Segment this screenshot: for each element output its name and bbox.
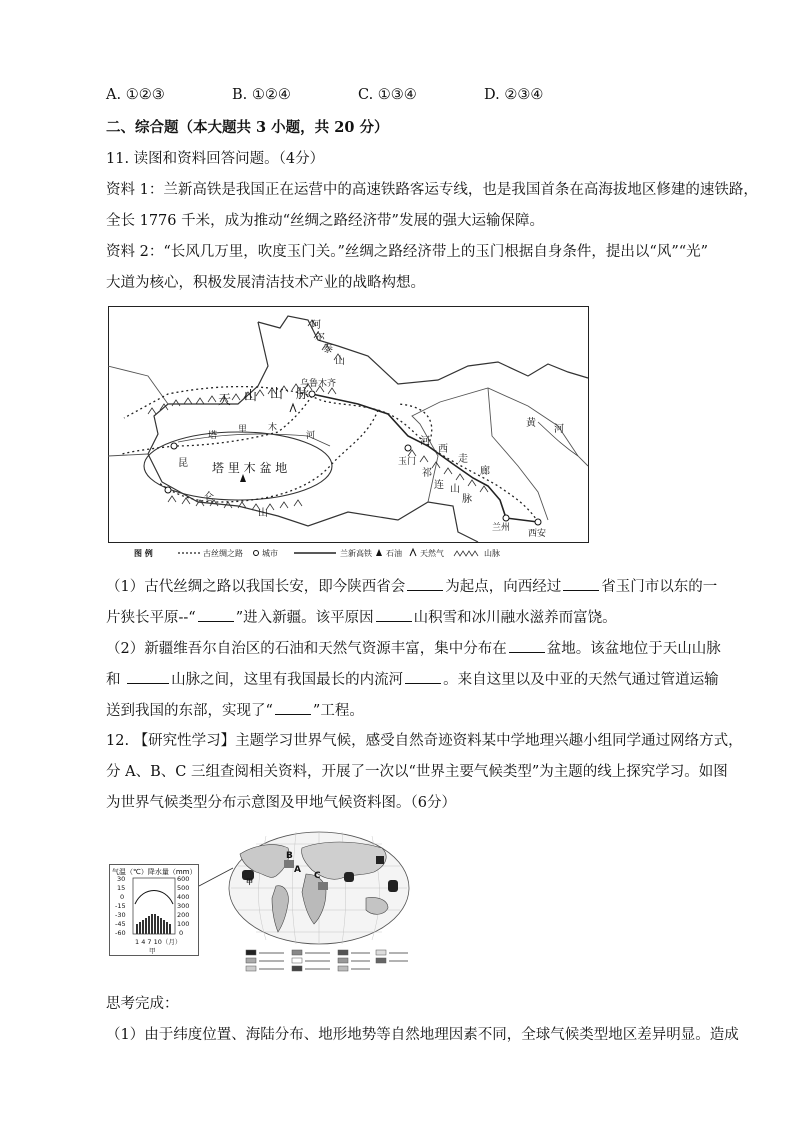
label-hexi-3: 走 [458, 454, 468, 465]
map-label-c: C [314, 871, 321, 881]
label-kunlun-2: 仑 [204, 492, 214, 503]
map-label-a: A [294, 865, 301, 875]
world-climate-map [226, 826, 412, 974]
label-altai-3: 泰 [323, 344, 333, 355]
label-tianshan-1: 天 [218, 393, 232, 408]
q12-line2: 分 A、B、C 三组查阅相关资料，开展了一次以“世界主要气候类型”为主题的线上探究学习。如图 [106, 764, 728, 780]
q11-material1-line1: 资料 1：兰新高铁是我国正在运营中的高速铁路客运专线，也是我国首条在高海拔地区修建的速铁路， [106, 182, 758, 198]
legend-gas: 天然气 [420, 549, 444, 558]
section-title: 二、综合题（本大题共 3 小题，共 20 分） [106, 119, 389, 136]
map-label-jia: 甲 [246, 878, 253, 886]
precip-tick-1: 500 [177, 884, 190, 892]
precip-tick-5: 100 [177, 920, 190, 928]
think-label: 思考完成： [106, 996, 179, 1012]
temp-tick-5: -45 [115, 920, 126, 928]
label-tarim-basin: 塔 里 木 盆 地 [212, 461, 288, 475]
option-d: D. ②③④ [484, 87, 544, 103]
climate-chart [109, 864, 199, 956]
label-yumen: 玉门 [398, 457, 417, 467]
precip-tick-6: 0 [179, 929, 184, 937]
q11-material2-line2: 大道为核心，积极发展清洁技术产业的战略构想。 [106, 275, 425, 291]
label-river-1: 塔 [208, 431, 218, 441]
label-hexi-2: 西 [438, 444, 448, 455]
temp-tick-0: 30 [117, 875, 126, 883]
option-a: A. ①②③ [106, 87, 165, 103]
precip-tick-3: 300 [177, 902, 190, 910]
label-river-2: 里 [238, 425, 248, 435]
label-qilian-3: 山 [450, 484, 460, 495]
map-label-b: B [286, 851, 293, 861]
temp-tick-2: 0 [120, 893, 125, 901]
q12-line3: 为世界气候类型分布示意图及甲地气候资料图。（6分） [106, 795, 456, 811]
label-xian: 西安 [528, 529, 547, 539]
label-tianshan-2: 山 [244, 389, 258, 404]
label-altai-4: 山 [335, 356, 345, 367]
label-kunlun-3: 山 [258, 508, 268, 519]
option-c: C. ①③④ [358, 87, 417, 103]
label-kunlun-1: 昆 [178, 458, 188, 469]
q11-stem: 11. 读图和资料回答问题。（4分） [106, 151, 325, 167]
label-hexi-1: 河 [420, 436, 430, 447]
label-tianshan-3: 山 [270, 387, 284, 402]
q11-sub1-line1: （1）古代丝绸之路以我国长安，即今陕西省会 为起点，向西经过 省玉门市以东的一 [106, 576, 717, 597]
legend-oil: 石油 [386, 549, 402, 558]
silk-road-map [108, 306, 590, 560]
q11-sub2-line1: （2）新疆维吾尔自治区的石油和天然气资源丰富，集中分布在 盆地。该盆地位于天山山脉 [106, 638, 721, 659]
temp-tick-1: 15 [117, 884, 126, 892]
precip-tick-0: 600 [177, 875, 190, 883]
q11-sub2-line2: 和 山脉之间，这里有我国最长的内流河 。来自这里以及中亚的天然气通过管道运输 [106, 669, 719, 690]
temp-tick-3: -15 [115, 902, 126, 910]
label-yellow-2: 河 [554, 424, 564, 435]
temp-tick-6: -60 [115, 929, 126, 937]
legend-city: 城市 [262, 549, 278, 558]
q12-sub1: （1）由于纬度位置、海陆分布、地形地势等自然地理因素不同，全球气候类型地区差异明显。造成 [106, 1027, 739, 1043]
q11-material1-line2: 全长 1776 千米，成为推动“丝绸之路经济带”发展的强大运输保障。 [106, 213, 544, 229]
label-river-4: 河 [306, 431, 316, 441]
q11-sub1-line2: 片狭长平原--“ ”进入新疆。该平原因 山积雪和冰川融水滋养而富饶。 [106, 607, 617, 628]
precip-tick-2: 400 [177, 893, 190, 901]
label-altai-1: 阿 [311, 320, 321, 331]
precip-tick-4: 200 [177, 911, 190, 919]
q11-sub2-line3: 送到我国的东部，实现了“ ”工程。 [106, 700, 364, 721]
label-tianshan-4: 脉 [296, 387, 310, 402]
legend-title: 图 例 [134, 549, 153, 558]
label-qilian-1: 祁 [422, 468, 432, 479]
label-yellow-1: 黄 [526, 418, 536, 429]
q11-material2-line1: 资料 2：“长风几万里，吹度玉门关。”丝绸之路经济带上的玉门根据自身条件，提出以“风”“光” [106, 244, 709, 260]
climate-chart-header: 气温（℃）降水量（mm） [112, 868, 197, 876]
label-hexi-4: 廊 [480, 466, 490, 477]
chart-caption: 甲 [149, 947, 156, 955]
legend-silk-road: 古丝绸之路 [203, 549, 243, 558]
legend-rail: 兰新高铁 [340, 549, 372, 558]
temp-tick-4: -30 [115, 911, 126, 919]
label-urumqi: 乌鲁木齐 [300, 379, 337, 389]
month-ticks: 1 4 7 10（月） [135, 938, 182, 946]
label-altai-2: 尔 [315, 332, 325, 343]
label-qilian-4: 脉 [462, 494, 472, 505]
label-qilian-2: 连 [434, 480, 444, 491]
legend-mountain: 山脉 [484, 549, 500, 558]
label-lanzhou: 兰州 [492, 523, 511, 533]
q12-line1: 12. 【研究性学习】主题学习世界气候，感受自然奇迹资料某中学地理兴趣小组同学通过网络方式， [106, 733, 743, 749]
label-river-3: 木 [268, 423, 278, 433]
option-b: B. ①②④ [232, 87, 291, 103]
